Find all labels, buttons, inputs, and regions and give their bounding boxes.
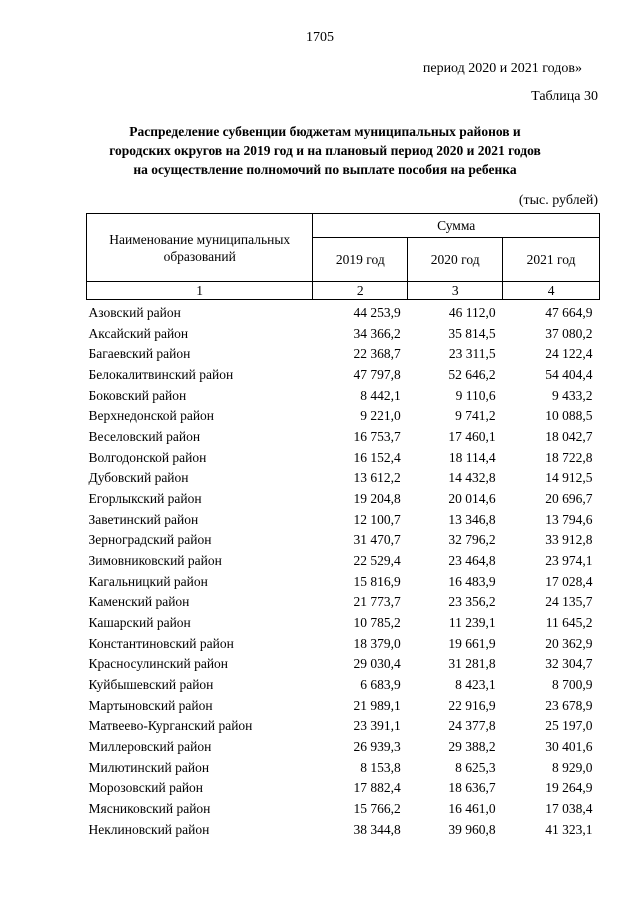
column-number: 4: [503, 282, 600, 300]
table-row: [87, 426, 600, 447]
amount-cell: 16 753,7: [353, 428, 401, 444]
municipality-name: Морозовский район: [88, 780, 204, 796]
amount-cell: 21 773,7: [353, 594, 401, 610]
column-number: 1: [87, 282, 313, 300]
table-body: [87, 300, 600, 840]
municipality-name: Боковский район: [88, 387, 187, 403]
amount-cell: 6 683,9: [360, 676, 401, 692]
amount-cell: 13 346,8: [448, 511, 496, 527]
municipality-name: Куйбышевский район: [88, 676, 214, 692]
table-row: [87, 529, 600, 550]
amount-cell: 13 612,2: [353, 470, 401, 486]
amount-cell: 33 912,8: [545, 532, 593, 548]
municipality-name: Константиновский район: [88, 635, 234, 651]
table-row: [87, 571, 600, 592]
municipality-name: Красносулинский район: [88, 656, 229, 672]
amount-cell: 47 664,9: [545, 304, 593, 320]
municipality-name: Азовский район: [88, 304, 181, 320]
table-row: [87, 757, 600, 778]
amount-cell: 31 281,8: [448, 656, 496, 672]
municipality-name: Заветинский район: [88, 511, 199, 527]
amount-cell: 35 814,5: [448, 325, 496, 341]
table-label: Таблица 30: [531, 89, 598, 104]
amount-cell: 16 461,0: [448, 800, 496, 816]
table-row: [87, 798, 600, 819]
table-row: [87, 343, 600, 364]
amount-cell: 20 014,6: [448, 490, 496, 506]
table-row: [87, 736, 600, 757]
amount-cell: 47 797,8: [353, 366, 401, 382]
table-row: [87, 777, 600, 798]
continuation-text: период 2020 и 2021 годов»: [422, 61, 582, 76]
amount-cell: 9 741,2: [455, 408, 496, 424]
amount-cell: 19 204,8: [353, 490, 401, 506]
table-row: [87, 488, 600, 509]
amount-cell: 46 112,0: [448, 304, 496, 320]
amount-cell: 18 042,7: [545, 428, 593, 444]
municipality-name: Милютинский район: [88, 759, 210, 775]
header-year-2021: 2021 год: [503, 238, 600, 282]
amount-cell: 22 529,4: [353, 552, 401, 568]
table-row: [87, 364, 600, 385]
amount-cell: 15 816,9: [353, 573, 401, 589]
municipality-name: Мясниковский район: [88, 800, 211, 816]
header-year-2019: 2019 год: [313, 238, 408, 282]
amount-cell: 18 636,7: [448, 780, 496, 796]
amount-cell: 24 135,7: [545, 594, 593, 610]
municipality-name: Матвеево-Курганский район: [88, 718, 253, 734]
amount-cell: 24 377,8: [448, 718, 496, 734]
table-row: [87, 653, 600, 674]
amount-cell: 18 722,8: [545, 449, 593, 465]
title-line: городских округов на 2019 год и на плановый период 2020 и 2021 годов: [109, 143, 541, 158]
municipality-name: Каменский район: [88, 594, 190, 610]
municipality-name: Неклиновский район: [88, 821, 210, 837]
amount-cell: 25 197,0: [545, 718, 593, 734]
amount-cell: 12 100,7: [353, 511, 401, 527]
title-line: Распределение субвенции бюджетам муниципальных районов и: [129, 124, 521, 139]
column-number: 2: [313, 282, 408, 300]
amount-cell: 23 678,9: [545, 697, 593, 713]
amount-cell: 15 766,2: [353, 800, 401, 816]
amount-cell: 9 110,6: [455, 387, 496, 403]
amount-cell: 18 379,0: [353, 635, 401, 651]
amount-cell: 8 929,0: [552, 759, 593, 775]
header-municipality: Наименование муниципальных образований: [87, 214, 313, 282]
amount-cell: 8 625,3: [455, 759, 496, 775]
amount-cell: 29 388,2: [448, 738, 496, 754]
municipality-name: Веселовский район: [88, 428, 201, 444]
subsidy-table: [86, 213, 600, 839]
page-number: 1705: [306, 30, 334, 45]
header-year-2020: 2020 год: [408, 238, 503, 282]
amount-cell: 21 989,1: [353, 697, 401, 713]
amount-cell: 11 239,1: [448, 614, 496, 630]
municipality-name: Дубовский район: [88, 470, 189, 486]
municipality-name: Егорлыкский район: [88, 490, 202, 506]
amount-cell: 22 916,9: [448, 697, 496, 713]
municipality-name: Аксайский район: [88, 325, 189, 341]
amount-cell: 8 442,1: [360, 387, 401, 403]
amount-cell: 29 030,4: [353, 656, 401, 672]
amount-cell: 14 432,8: [448, 470, 496, 486]
table-row: [87, 300, 600, 323]
table-row: [87, 674, 600, 695]
amount-cell: 26 939,3: [353, 738, 401, 754]
amount-cell: 23 391,1: [353, 718, 401, 734]
amount-cell: 8 153,8: [360, 759, 401, 775]
amount-cell: 14 912,5: [545, 470, 593, 486]
municipality-name: Багаевский район: [88, 346, 191, 362]
amount-cell: 20 696,7: [545, 490, 593, 506]
table-row: [87, 447, 600, 468]
municipality-name: Волгодонской район: [88, 449, 207, 465]
amount-cell: 38 344,8: [353, 821, 401, 837]
amount-cell: 10 088,5: [545, 408, 593, 424]
amount-cell: 30 401,6: [545, 738, 593, 754]
table-row: [87, 550, 600, 571]
municipality-name: Зимовниковский район: [88, 552, 222, 568]
amount-cell: 16 152,4: [353, 449, 401, 465]
table-row: [87, 323, 600, 344]
amount-cell: 8 700,9: [552, 676, 593, 692]
table-row: [87, 633, 600, 654]
amount-cell: 31 470,7: [353, 532, 401, 548]
municipality-name: Мартыновский район: [88, 697, 213, 713]
amount-cell: 23 311,5: [448, 346, 496, 362]
municipality-name: Белокалитвинский район: [88, 366, 234, 382]
amount-cell: 17 460,1: [448, 428, 496, 444]
amount-cell: 16 483,9: [448, 573, 496, 589]
amount-cell: 18 114,4: [448, 449, 496, 465]
amount-cell: 41 323,1: [545, 821, 593, 837]
amount-cell: 19 661,9: [448, 635, 496, 651]
amount-cell: 13 794,6: [545, 511, 593, 527]
amount-cell: 11 645,2: [545, 614, 593, 630]
amount-cell: 23 974,1: [545, 552, 593, 568]
table-row: [87, 695, 600, 716]
column-number: 3: [408, 282, 503, 300]
amount-cell: 17 028,4: [545, 573, 593, 589]
amount-cell: 20 362,9: [545, 635, 593, 651]
amount-cell: 19 264,9: [545, 780, 593, 796]
title-line: на осуществление полномочий по выплате пособия на ребенка: [133, 162, 517, 177]
table-row: [87, 405, 600, 426]
units-label: (тыс. рублей): [518, 193, 598, 208]
table-row: [87, 819, 600, 840]
amount-cell: 39 960,8: [448, 821, 496, 837]
amount-cell: 52 646,2: [448, 366, 496, 382]
amount-cell: 17 038,4: [545, 800, 593, 816]
amount-cell: 44 253,9: [353, 304, 401, 320]
municipality-name: Зерноградский район: [88, 532, 212, 548]
municipality-name: Верхнедонской район: [88, 408, 215, 424]
municipality-name: Кагальницкий район: [88, 573, 208, 589]
header-sum: Сумма: [313, 214, 600, 238]
amount-cell: 54 404,4: [545, 366, 593, 382]
table-row: [87, 715, 600, 736]
document-title: [60, 122, 590, 179]
amount-cell: 37 080,2: [545, 325, 593, 341]
municipality-name: Миллеровский район: [88, 738, 212, 754]
amount-cell: 17 882,4: [353, 780, 401, 796]
amount-cell: 9 221,0: [360, 408, 401, 424]
amount-cell: 8 423,1: [455, 676, 496, 692]
amount-cell: 32 796,2: [448, 532, 496, 548]
table-row: [87, 612, 600, 633]
municipality-name: Кашарский район: [88, 614, 191, 630]
amount-cell: 10 785,2: [353, 614, 401, 630]
amount-cell: 9 433,2: [552, 387, 593, 403]
amount-cell: 22 368,7: [353, 346, 401, 362]
table-row: [87, 385, 600, 406]
amount-cell: 34 366,2: [353, 325, 401, 341]
amount-cell: 24 122,4: [545, 346, 593, 362]
amount-cell: 23 356,2: [448, 594, 496, 610]
table-row: [87, 591, 600, 612]
table-row: [87, 467, 600, 488]
table-row: [87, 509, 600, 530]
amount-cell: 32 304,7: [545, 656, 593, 672]
amount-cell: 23 464,8: [448, 552, 496, 568]
